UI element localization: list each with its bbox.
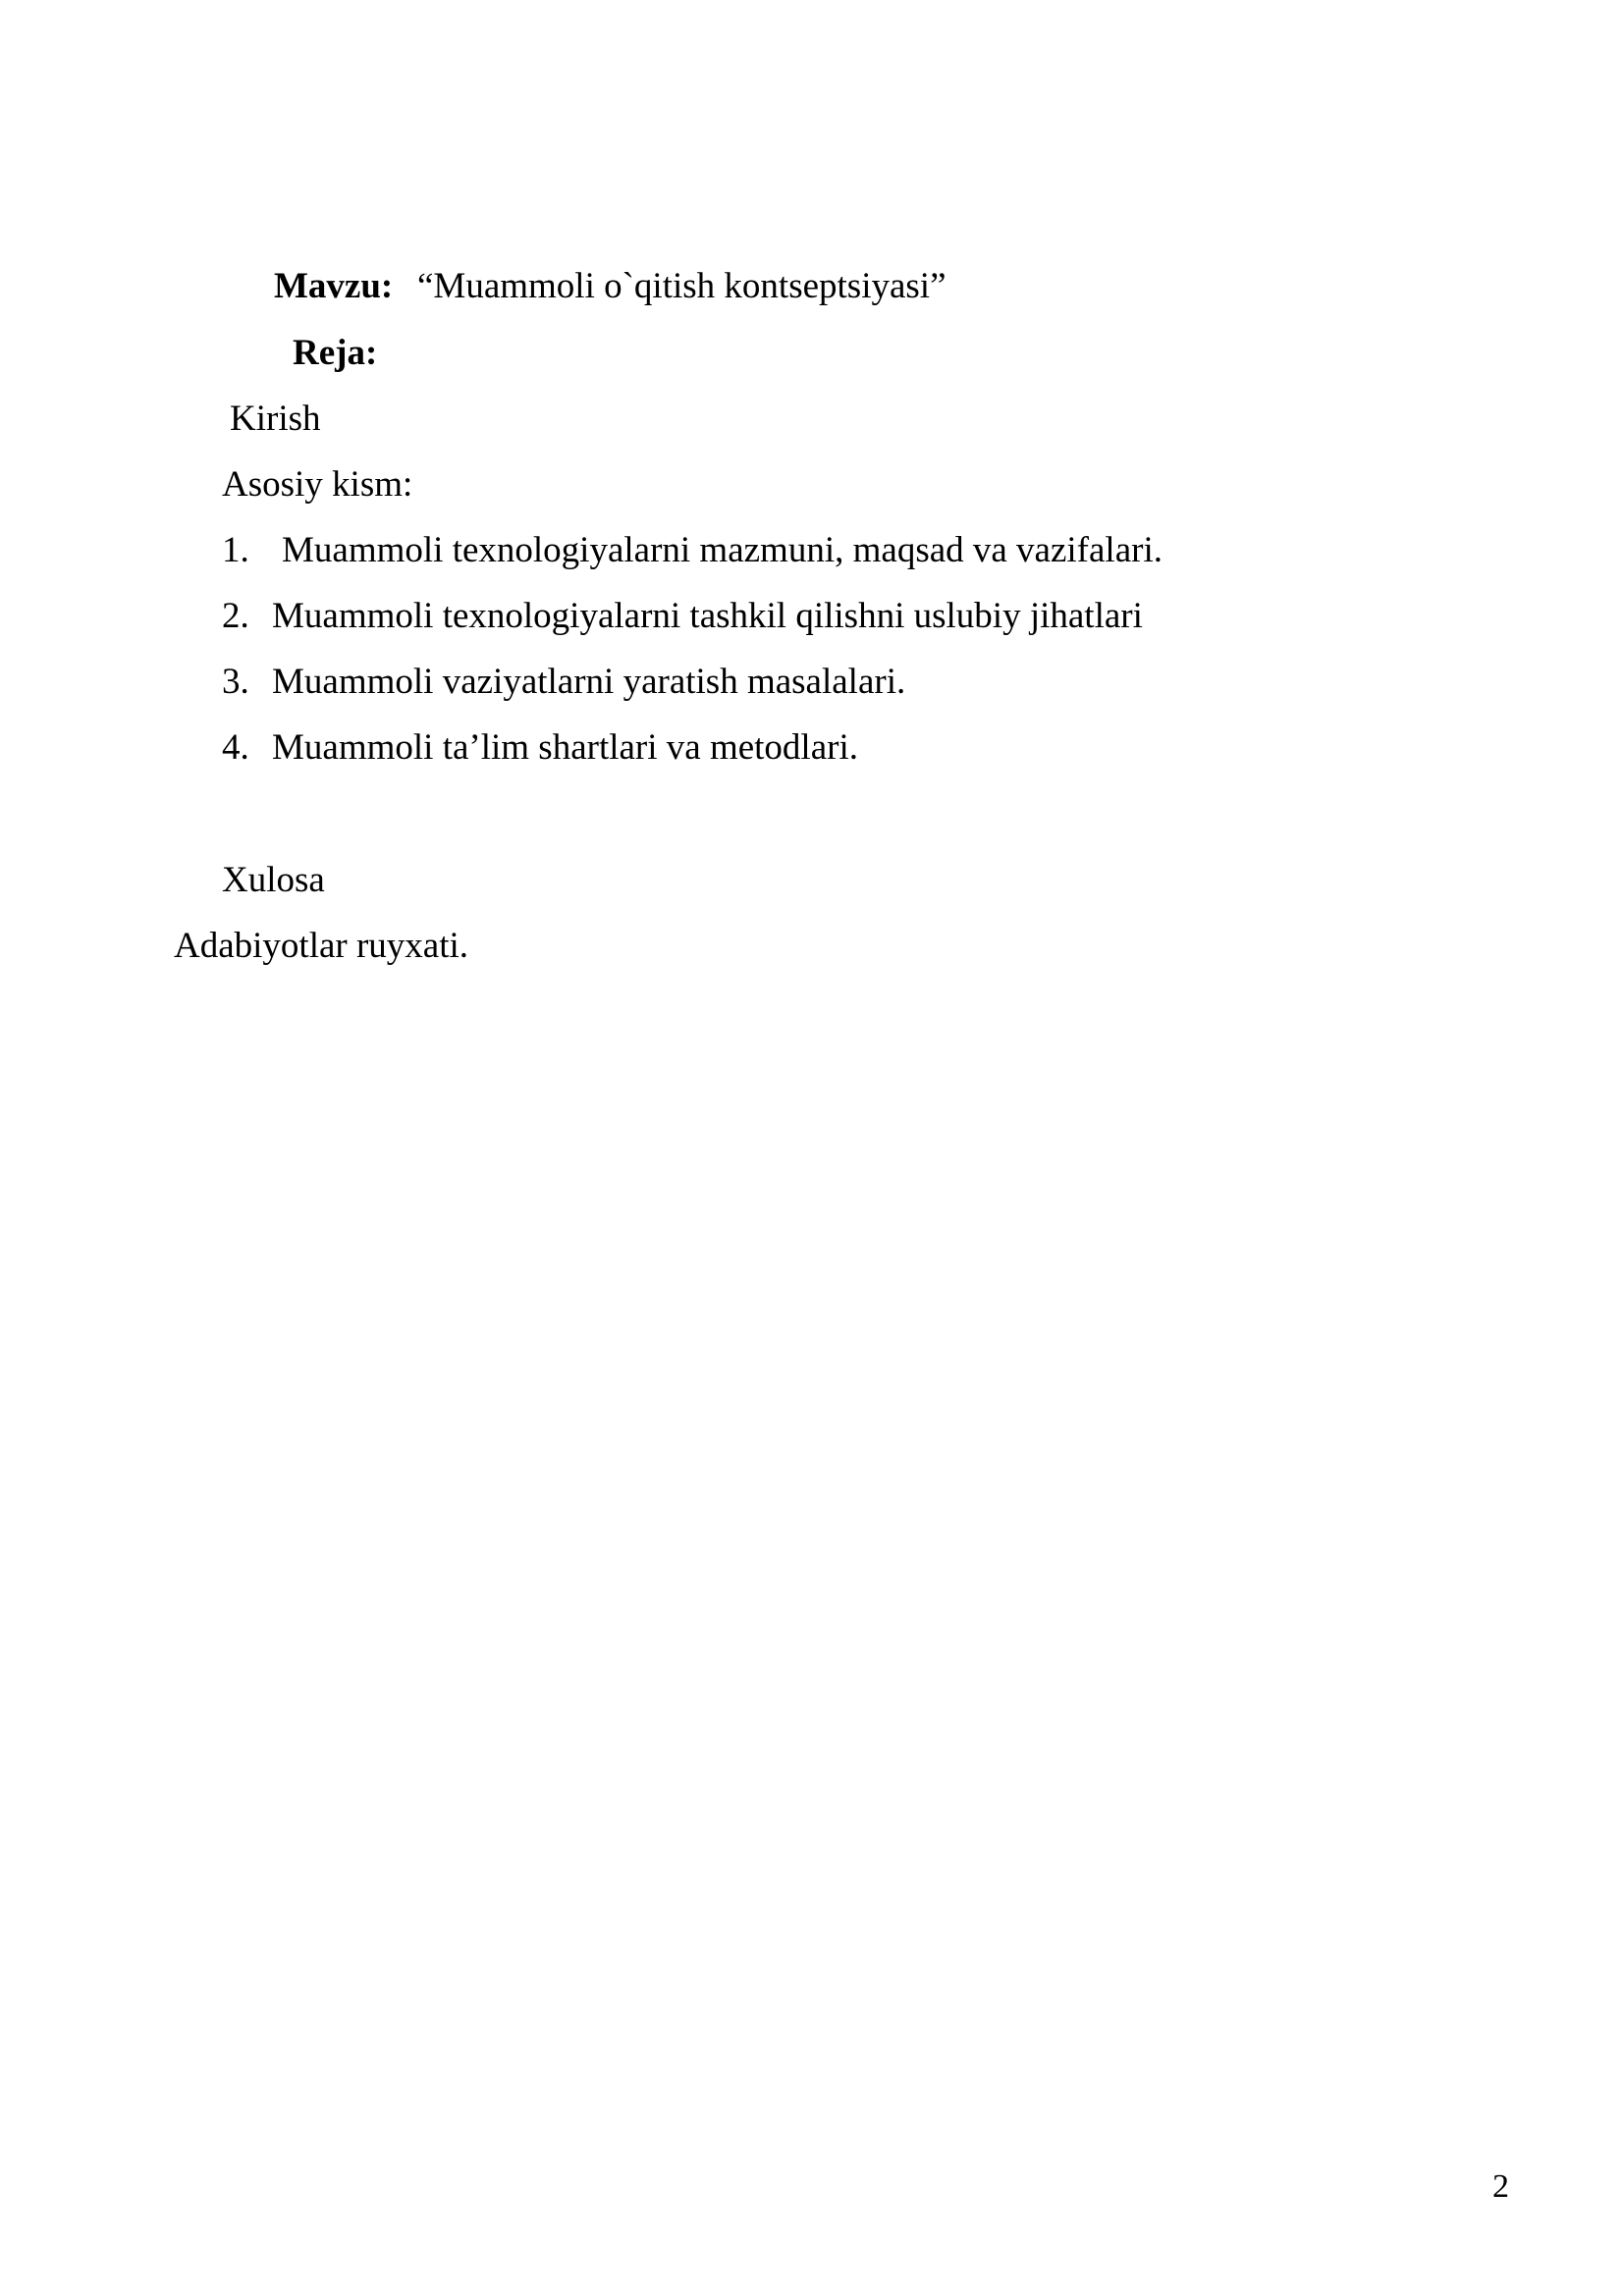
references-item: Adabiyotlar ruyxati.	[174, 926, 469, 966]
plan-item-text: Muammoli texnologiyalarni tashkil qilishni uslubiy jihatlari	[272, 596, 1143, 636]
page-number: 2	[1492, 2168, 1509, 2205]
plan-item-number: 3.	[222, 662, 249, 702]
plan-item-text: Muammoli ta’lim shartlari va metodlari.	[272, 727, 858, 768]
plan-item-number: 2.	[222, 596, 249, 636]
main-part-heading: Asosiy kism:	[222, 464, 413, 505]
topic-label: Mavzu:	[274, 266, 394, 306]
plan-item-text: Muammoli vaziyatlarni yaratish masalalari.	[272, 662, 906, 702]
conclusion-item: Xulosa	[222, 860, 325, 900]
plan-item-number: 1.	[222, 530, 249, 570]
plan-heading: Reja:	[293, 333, 378, 373]
plan-item-text: Muammoli texnologiyalarni mazmuni, maqsad va vazifalari.	[282, 530, 1163, 570]
topic-title: “Muammoli o`qitish kontseptsiyasi”	[417, 266, 947, 306]
intro-item: Kirish	[230, 399, 321, 439]
plan-item-number: 4.	[222, 727, 249, 768]
